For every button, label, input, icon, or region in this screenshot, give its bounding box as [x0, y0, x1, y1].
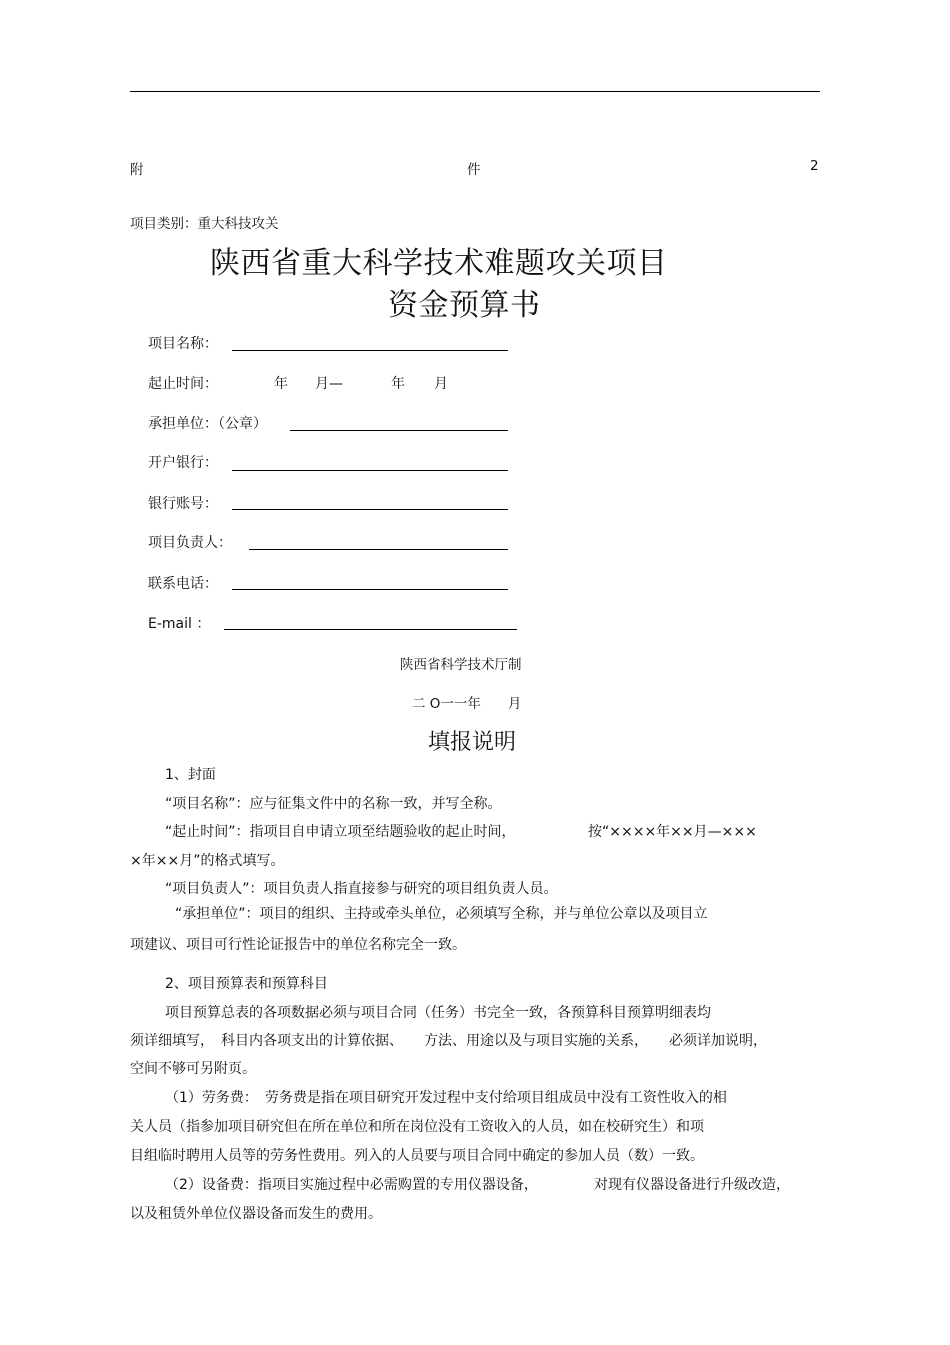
- phone-field[interactable]: [232, 589, 508, 590]
- s1-period-note-a: “起止时间”：指项目自申请立项至结题验收的起止时间，: [165, 824, 516, 840]
- s2-para1-a: 项目预算总表的各项数据必须与项目合同（任务）书完全一致，各预算科目预算明细表均: [165, 1005, 711, 1021]
- s2-equipment-fee-c: 以及租赁外单位仪器设备而发生的费用。: [130, 1206, 382, 1222]
- account-label: 银行账号：: [148, 496, 218, 512]
- s2-labor-fee-c: 目组临时聘用人员等的劳务性费用。列入的人员要与项目合同中确定的参加人员（数）一致。: [130, 1148, 704, 1164]
- attachment-left: 附: [130, 162, 144, 178]
- leader-field[interactable]: [249, 549, 508, 550]
- s1-period-note-c: ×年××月”的格式填写。: [130, 853, 285, 869]
- period-label: 起止时间：: [148, 376, 218, 392]
- period-month-start: 月—: [315, 376, 343, 392]
- instructions-heading: 填报说明: [428, 730, 517, 755]
- email-label: E-mail ：: [148, 616, 211, 632]
- period-year-end: 年: [391, 376, 405, 392]
- attachment-mid: 件: [467, 162, 481, 178]
- s1-leader-note: “项目负责人”：项目负责人指直接参与研究的项目组负责人员。: [165, 881, 558, 897]
- s2-labor-fee-a: （1）劳务费： 劳务费是指在项目研究开发过程中支付给项目组成员中没有工资性收入的相: [165, 1090, 727, 1106]
- s1-period-note-b: 按“××××年××月—×××: [588, 824, 757, 840]
- period-month-end: 月: [434, 376, 448, 392]
- document-title: 陕西省重大科学技术难题攻关项目: [210, 246, 668, 281]
- section-2-heading: 2、项目预算表和预算科目: [165, 976, 328, 992]
- bank-label: 开户银行：: [148, 455, 218, 471]
- s2-equipment-fee-b: 对现有仪器设备进行升级改造，: [594, 1177, 790, 1193]
- issuer: 陕西省科学技术厅制: [400, 657, 522, 673]
- project-name-label: 项目名称：: [148, 336, 218, 352]
- unit-field[interactable]: [290, 430, 508, 431]
- s1-unit-note-b: 项建议、项目可行性论证报告中的单位名称完全一致。: [130, 937, 466, 953]
- s2-equipment-fee-a: （2）设备费：指项目实施过程中必需购置的专用仪器设备，: [165, 1177, 538, 1193]
- project-name-field[interactable]: [232, 350, 508, 351]
- section-1-heading: 1、封面: [165, 767, 216, 783]
- phone-label: 联系电话：: [148, 576, 218, 592]
- period-year-start: 年: [274, 376, 288, 392]
- s1-unit-note-a: “承担单位”：项目的组织、主持或牵头单位，必须填写全称，并与单位公章以及项目立: [175, 906, 708, 922]
- s1-project-name-note: “项目名称”：应与征集文件中的名称一致，并写全称。: [165, 796, 502, 812]
- project-category: 项目类别：重大科技攻关: [130, 216, 279, 232]
- s2-labor-fee-b: 关人员（指参加项目研究但在所在单位和所在岗位没有工资收入的人员，如在校研究生）和项: [130, 1119, 704, 1135]
- s2-para1-b: 须详细填写， 科目内各项支出的计算依据、 方法、用途以及与项目实施的关系， 必须详加说明，: [130, 1033, 767, 1049]
- issue-date: 二 O一一年 月: [412, 696, 522, 712]
- bank-field[interactable]: [232, 470, 508, 471]
- email-field[interactable]: [224, 629, 517, 630]
- top-rule: [130, 91, 820, 92]
- account-field[interactable]: [232, 509, 508, 510]
- leader-label: 项目负责人：: [148, 535, 232, 551]
- s2-para1-c: 空间不够可另附页。: [130, 1061, 256, 1077]
- document-subtitle: 资金预算书: [388, 288, 541, 323]
- unit-label: 承担单位：（公章）: [148, 416, 267, 432]
- attachment-number: 2: [810, 158, 819, 174]
